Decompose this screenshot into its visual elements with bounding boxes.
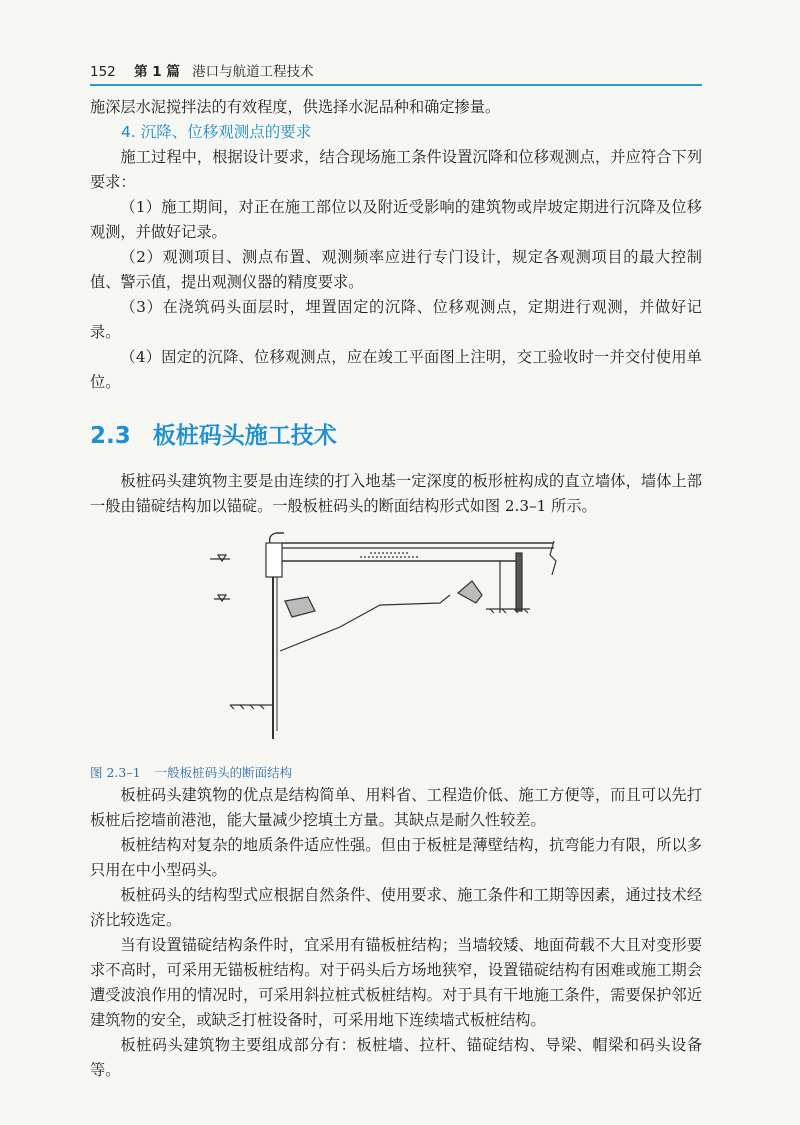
paragraph: 当有设置锚碇结构条件时，宜采用有锚板桩结构；当墙较矮、地面荷载不大且对变形要求不高时，可采用无锚板桩结构。对于码头后方场地狭窄，设置锚碇结构有困难或施工期会遭受波浪作用的情况时，可采用斜拉桩式板桩结构。对于具有干地施工条件，需要保护邻近建筑物的安全，或缺乏打桩设备时，可采用地下连续墙式板桩结构。: [90, 936, 702, 1029]
running-header: [90, 60, 702, 80]
paragraph: 板桩码头建筑物的优点是结构简单、用料省、工程造价低、施工方便等，而且可以先打板桩后挖墙前港池，能大量减少挖填土方量。其缺点是耐久性较差。: [90, 786, 702, 829]
figure-number: 图 2.3–1: [90, 765, 141, 780]
list-item: （1）施工期间，对正在施工部位以及附近受影响的建筑物或岸坡定期进行沉降及位移观测，并做好记录。: [90, 198, 702, 241]
list-item: （2）观测项目、测点布置、观测频率应进行专门设计，规定各观测项目的最大控制值、警示值，提出观测仪器的精度要求。: [90, 248, 702, 291]
paragraph: 板桩码头建筑物主要是由连续的打入地基一定深度的板形桩构成的直立墙体，墙体上部一般由锚碇结构加以锚碇。一般板桩码头的断面结构形式如图 2.3–1 所示。: [90, 472, 702, 515]
page-number: 152: [90, 64, 116, 80]
paragraph: 板桩结构对复杂的地质条件适应性强。但由于板桩是薄壁结构，抗弯能力有限，所以多只用在中小型码头。: [90, 836, 702, 879]
part-title: 港口与航道工程技术: [192, 64, 314, 80]
part-label: 第 1 篇: [134, 64, 180, 80]
figure: [90, 525, 702, 763]
subheading-4: 4. 沉降、位移观测点的要求: [121, 123, 312, 141]
paragraph: 板桩码头建筑物主要组成部分有：板桩墙、拉杆、锚碇结构、导梁、帽梁和码头设备等。: [90, 1036, 702, 1079]
figure-caption-text: 一般板桩码头的断面结构: [154, 765, 293, 780]
page-body: [90, 95, 702, 1083]
section-number: 2.3: [90, 423, 131, 449]
sheet-pile-wharf-diagram: [210, 531, 590, 755]
paragraph: 施深层水泥搅拌法的有效程度，供选择水泥品种和确定掺量。: [90, 98, 501, 116]
paragraph: 施工过程中，根据设计要求，结合现场施工条件设置沉降和位移观测点，并应符合下列要求：: [90, 148, 702, 191]
paragraph: 板桩码头的结构型式应根据自然条件、使用要求、施工条件和工期等因素，通过技术经济比较选定。: [90, 886, 702, 929]
figure-caption: [90, 763, 702, 783]
section-title: 板桩码头施工技术: [152, 423, 337, 449]
header-rule: [90, 84, 702, 86]
list-item: （4）固定的沉降、位移观测点，应在竣工平面图上注明，交工验收时一并交付使用单位。: [90, 348, 702, 391]
section-heading: [90, 421, 702, 451]
list-item: （3）在浇筑码头面层时，埋置固定的沉降、位移观测点，定期进行观测，并做好记录。: [90, 298, 702, 341]
